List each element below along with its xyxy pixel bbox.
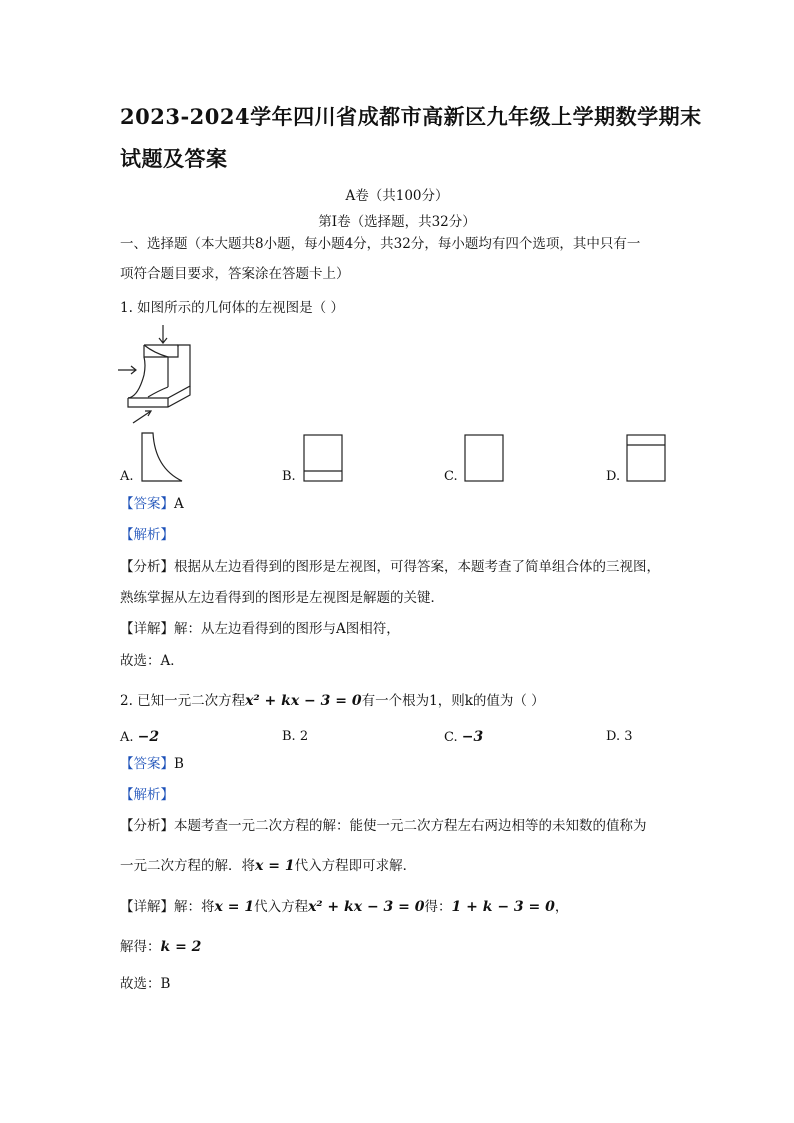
q2-fenxi2-math: x = 1 [255, 858, 295, 874]
q2-fenxi-line1 [120, 820, 647, 834]
q1-analysis-tag: 【解析】 [120, 527, 174, 543]
q2-answer-tag: 【答案】 [120, 756, 174, 772]
part-one-heading: 第Ⅰ卷（选择题，共32分） [318, 214, 476, 230]
q2-option-b [282, 730, 308, 743]
q1-detail-text: 解：从左边看得到的图形与A图相符， [174, 621, 400, 637]
q1-fenxi-text: 根据从左边看得到的图形是左视图，可得答案，本题考查了简单组合体的三视图， [174, 559, 660, 575]
q1-option-d-label: D. [606, 469, 621, 484]
q2-option-c [444, 730, 483, 744]
q1-option-c-label: C. [444, 469, 458, 484]
q1-option-c-figure [464, 434, 504, 482]
q2-answer-value: B [174, 756, 184, 772]
q1-answer-value: A [174, 496, 184, 512]
q2-option-a [120, 730, 159, 744]
q2-fenxi2-post: 代入方程即可求解． [294, 858, 417, 874]
q2-option-b-label: B. [282, 729, 296, 744]
q2-equation: x² + kx − 3 = 0 [245, 693, 362, 709]
q2-option-a-label: A. [120, 730, 134, 745]
q1-stem: 1. 如图所示的几何体的左视图是（ ） [120, 300, 344, 316]
q2-solve-math: k = 2 [160, 939, 202, 955]
q2-solve-pre: 解得： [120, 939, 161, 955]
q1-option-b-figure [303, 434, 343, 482]
q2-detail-pre: 解：将 [174, 899, 215, 915]
q2-option-c-value: −3 [461, 729, 484, 745]
section-instructions-line1: 一、选择题（本大题共8小题，每小题4分，共32分，每小题均有四个选项，其中只有一 [120, 236, 641, 252]
q1-fenxi-line2: 熟练掌握从左边看得到的图形是左视图是解题的关键． [120, 590, 444, 606]
q2-solve [120, 940, 201, 955]
q1-detail [120, 623, 400, 637]
doc-title-line1: 2023-2024学年四川省成都市高新区九年级上学期数学期末 [120, 104, 702, 129]
q2-option-d-value: 3 [624, 729, 633, 744]
q2-option-d [606, 730, 633, 743]
q2-conclusion: 故选：B [120, 976, 171, 992]
q1-fenxi-tag: 【分析】 [120, 559, 174, 575]
q2-option-d-label: D. [606, 729, 621, 744]
q2-stem [120, 694, 545, 709]
q1-option-a-label: A. [120, 469, 134, 484]
q2-option-c-label: C. [444, 730, 458, 745]
section-instructions-line2: 项符合题目要求，答案涂在答题卡上） [120, 266, 350, 282]
q2-detail-tag: 【详解】 [120, 899, 174, 915]
q1-option-b-label: B. [282, 469, 296, 484]
q1-detail-tag: 【详解】 [120, 621, 174, 637]
q2-detail-math1: x = 1 [214, 899, 255, 915]
q1-answer-tag: 【答案】 [120, 496, 174, 512]
volume-a-heading: A卷（共100分） [345, 188, 449, 204]
q2-detail-math2: x² + kx − 3 = 0 [308, 899, 425, 915]
q2-fenxi-tag: 【分析】 [120, 818, 174, 834]
q2-option-b-value: 2 [299, 729, 309, 744]
q1-answer [120, 498, 184, 512]
q2-stem-post: 有一个根为1，则k的值为（ ） [361, 693, 545, 709]
q2-detail [120, 900, 568, 915]
q2-fenxi-text: 本题考查一元二次方程的解：能使一元二次方程左右两边相等的未知数的值称为 [174, 818, 647, 834]
doc-title-line2: 试题及答案 [120, 146, 228, 171]
q1-fenxi-line1 [120, 561, 660, 575]
q2-detail-end: ， [554, 899, 569, 915]
q2-stem-pre: 2. 已知一元二次方程 [120, 693, 246, 709]
q1-solid-figure [118, 325, 198, 425]
q1-conclusion: 故选：A． [120, 653, 184, 669]
q2-analysis-tag: 【解析】 [120, 787, 174, 803]
q1-option-a-figure [141, 432, 183, 482]
q2-detail-mid: 代入方程 [254, 899, 309, 915]
q2-fenxi-line2 [120, 859, 416, 874]
q2-answer [120, 758, 184, 772]
q2-detail-mid2: 得： [424, 899, 452, 915]
q2-fenxi2-pre: 一元二次方程的解．将 [120, 858, 255, 874]
q2-detail-math3: 1 + k − 3 = 0 [451, 899, 555, 915]
q2-option-a-value: −2 [137, 729, 160, 745]
q1-option-d-figure [626, 434, 666, 482]
